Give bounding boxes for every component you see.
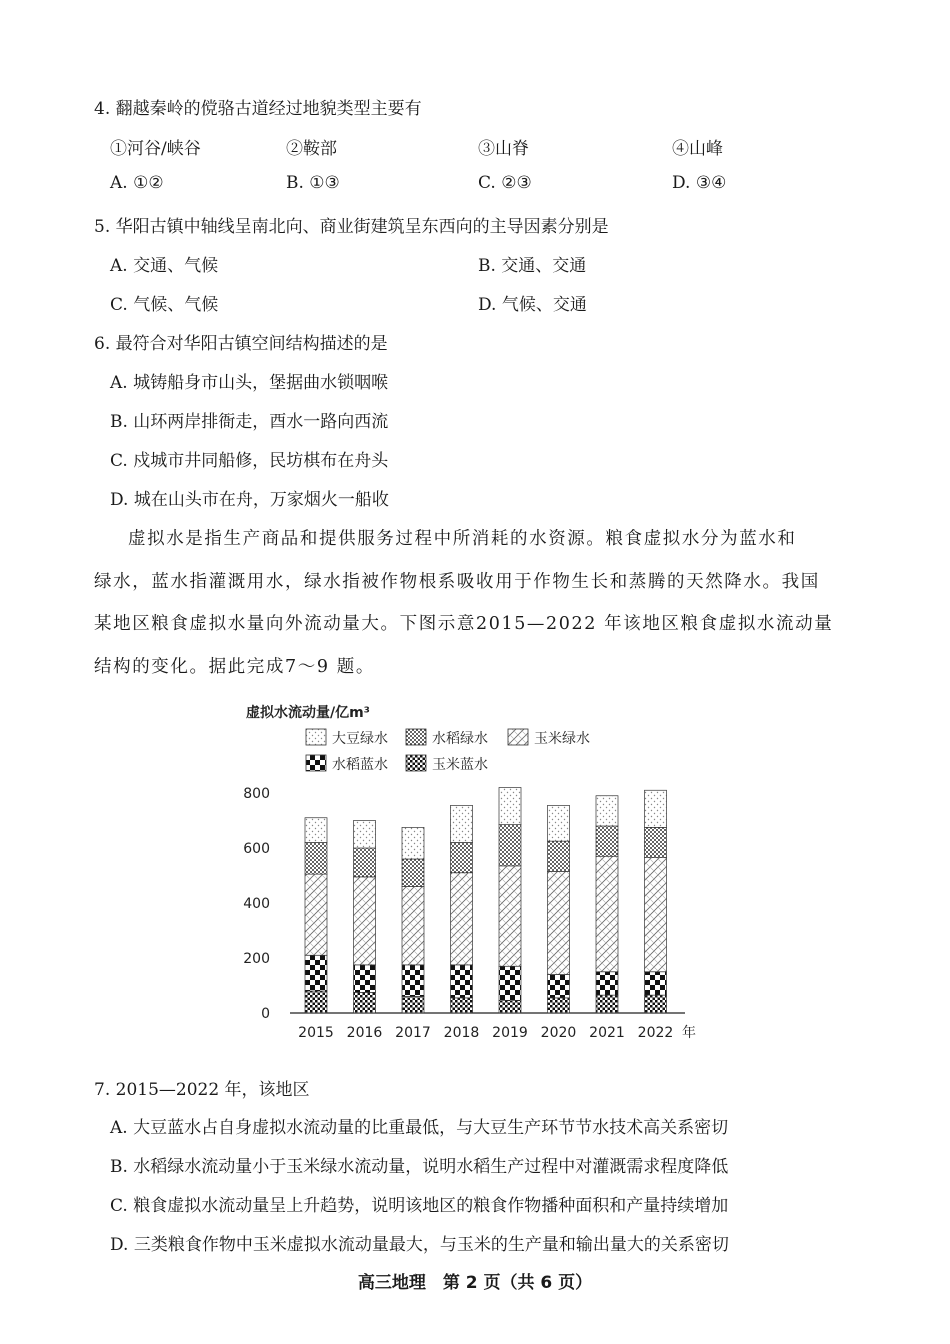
bar-segment-2020-水稻绿水 [548, 841, 570, 871]
bar-segment-2017-水稻绿水 [402, 859, 424, 887]
q4-item-1: ①河谷/峡谷 [110, 139, 201, 159]
chart-xlabel: 年 [682, 1025, 696, 1041]
bar-segment-2019-水稻绿水 [499, 825, 521, 866]
x-tick-label: 2020 [540, 1025, 577, 1041]
bar-segment-2015-玉米蓝水 [305, 991, 327, 1013]
legend-swatch [406, 729, 426, 745]
q5-option-a: A. 交通、气候 [110, 256, 219, 276]
y-tick-label: 0 [261, 1006, 270, 1022]
q6-stem: 6. 最符合对华阳古镇空间结构描述的是 [94, 334, 388, 354]
q4-item-3: ③山脊 [478, 139, 529, 159]
q5-stem: 5. 华阳古镇中轴线呈南北向、商业街建筑呈东西向的主导因素分别是 [94, 217, 609, 237]
x-tick-label: 2018 [443, 1025, 480, 1041]
bar-segment-2022-水稻绿水 [645, 827, 667, 857]
q7-option-a: A. 大豆蓝水占自身虚拟水流动量的比重最低，与大豆生产环节节水技术高关系密切 [110, 1118, 729, 1138]
bar-segment-2017-水稻蓝水 [402, 965, 424, 997]
bar-segment-2019-大豆绿水 [499, 788, 521, 825]
y-tick-label: 400 [243, 896, 270, 912]
q4-option-b: B. ①③ [286, 173, 340, 193]
bar-segment-2018-水稻蓝水 [451, 965, 473, 998]
q5-option-b: B. 交通、交通 [478, 256, 587, 276]
bar-segment-2017-玉米绿水 [402, 887, 424, 965]
legend-swatch [306, 755, 326, 771]
passage-line-3: 某地区粮食虚拟水量向外流动量大。下图示意2015—2022 年该地区粮食虚拟水流动量 [94, 614, 834, 634]
bar-segment-2017-玉米蓝水 [402, 997, 424, 1014]
bar-segment-2018-玉米绿水 [451, 873, 473, 965]
chart-bars [298, 788, 673, 1042]
bar-segment-2021-水稻蓝水 [596, 972, 618, 995]
bar-segment-2022-水稻蓝水 [645, 972, 667, 995]
bar-segment-2022-玉米绿水 [645, 858, 667, 972]
q5-option-d: D. 气候、交通 [478, 295, 587, 315]
bar-segment-2019-水稻蓝水 [499, 966, 521, 1000]
bar-segment-2016-水稻绿水 [354, 848, 376, 877]
bar-segment-2021-玉米蓝水 [596, 995, 618, 1013]
bar-segment-2021-大豆绿水 [596, 796, 618, 826]
q6-option-a: A. 城铸船身市山头，堡据曲水锁咽喉 [110, 373, 389, 393]
bar-segment-2022-大豆绿水 [645, 790, 667, 827]
bar-segment-2017-大豆绿水 [402, 827, 424, 859]
legend-swatch [306, 729, 326, 745]
bar-segment-2018-玉米蓝水 [451, 998, 473, 1013]
legend-swatch [406, 755, 426, 771]
q6-option-d: D. 城在山头市在舟，万家烟火一船收 [110, 490, 389, 510]
bar-segment-2015-水稻蓝水 [305, 955, 327, 991]
bar-segment-2015-大豆绿水 [305, 818, 327, 843]
legend-label: 大豆绿水 [332, 731, 388, 747]
q4-option-d: D. ③④ [672, 173, 727, 193]
legend-label: 水稻绿水 [432, 731, 488, 747]
bar-segment-2021-玉米绿水 [596, 856, 618, 972]
bar-segment-2020-玉米蓝水 [548, 998, 570, 1013]
x-tick-label: 2017 [395, 1025, 431, 1041]
x-tick-label: 2016 [346, 1025, 383, 1041]
q7-option-d: D. 三类粮食作物中玉米虚拟水流动量最大，与玉米的生产量和输出量大的关系密切 [110, 1235, 729, 1255]
q4-option-c: C. ②③ [478, 173, 532, 193]
q5-option-c: C. 气候、气候 [110, 295, 219, 315]
y-tick-label: 200 [243, 951, 270, 967]
passage-line-2: 绿水，蓝水指灌溉用水，绿水指被作物根系吸收用于作物生长和蒸腾的天然降水。我国 [94, 572, 820, 592]
q7-option-c: C. 粮食虚拟水流动量呈上升趋势，说明该地区的粮食作物播种面积和产量持续增加 [110, 1196, 729, 1216]
bar-segment-2020-水稻蓝水 [548, 975, 570, 998]
y-tick-label: 600 [243, 841, 270, 857]
q4-option-a: A. ①② [110, 173, 164, 193]
x-tick-label: 2022 [637, 1025, 674, 1041]
legend-swatch [508, 729, 528, 745]
passage-line-4: 结构的变化。据此完成7～9 题。 [94, 657, 375, 677]
bar-segment-2021-水稻绿水 [596, 826, 618, 856]
bar-segment-2018-大豆绿水 [451, 805, 473, 842]
chart-legend [306, 729, 590, 773]
bar-segment-2019-玉米绿水 [499, 866, 521, 966]
q4-stem: 4. 翻越秦岭的傥骆古道经过地貌类型主要有 [94, 99, 422, 119]
q4-item-2: ②鞍部 [286, 139, 337, 159]
page-footer: 高三地理 第 2 页（共 6 页） [357, 1273, 593, 1293]
bar-segment-2016-玉米蓝水 [354, 992, 376, 1013]
bar-segment-2022-玉米蓝水 [645, 995, 667, 1013]
bar-segment-2015-玉米绿水 [305, 874, 327, 955]
bar-segment-2016-水稻蓝水 [354, 965, 376, 993]
passage-line-1: 虚拟水是指生产商品和提供服务过程中所消耗的水资源。粮食虚拟水分为蓝水和 [128, 529, 797, 549]
q7-stem: 7. 2015—2022 年，该地区 [94, 1080, 310, 1100]
y-tick-label: 800 [243, 786, 270, 802]
q6-option-c: C. 戍城市井同船修，民坊棋布在舟头 [110, 451, 389, 471]
bar-segment-2016-大豆绿水 [354, 821, 376, 849]
legend-label: 玉米绿水 [534, 731, 590, 747]
x-tick-label: 2015 [298, 1025, 334, 1041]
q4-item-4: ④山峰 [672, 139, 723, 159]
bar-segment-2015-水稻绿水 [305, 843, 327, 875]
x-tick-label: 2021 [589, 1025, 625, 1041]
bar-segment-2018-水稻绿水 [451, 843, 473, 873]
chart-ylabel: 虚拟水流动量/亿m³ [246, 705, 370, 721]
bar-segment-2020-玉米绿水 [548, 871, 570, 974]
bar-segment-2019-玉米蓝水 [499, 1001, 521, 1013]
x-tick-label: 2019 [492, 1025, 528, 1041]
q7-option-b: B. 水稻绿水流动量小于玉米绿水流动量，说明水稻生产过程中对灌溉需求程度降低 [110, 1157, 729, 1177]
q6-option-b: B. 山环两岸排衙走，酉水一路向西流 [110, 412, 389, 432]
legend-label: 玉米蓝水 [432, 757, 488, 773]
bar-segment-2016-玉米绿水 [354, 877, 376, 965]
bar-segment-2020-大豆绿水 [548, 805, 570, 841]
virtual-water-chart [230, 695, 710, 1045]
legend-label: 水稻蓝水 [332, 757, 388, 773]
